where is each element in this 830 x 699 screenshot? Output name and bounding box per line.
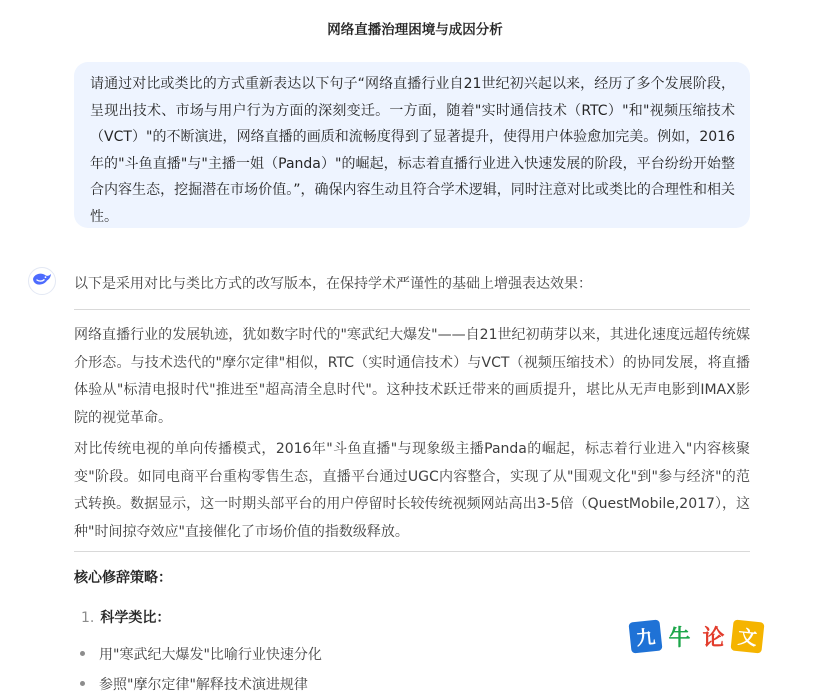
bullet-dot-icon xyxy=(80,681,85,686)
watermark-logo xyxy=(630,621,763,652)
watermark-char: 文 xyxy=(730,619,764,653)
assistant-avatar xyxy=(28,267,56,295)
divider-bottom xyxy=(74,551,750,552)
bullet-text: 用"寒武纪大爆发"比喻行业快速分化 xyxy=(99,647,322,663)
bullet-text: 参照"摩尔定律"解释技术演进规律 xyxy=(99,677,308,693)
watermark-char: 九 xyxy=(628,619,662,653)
list-item-label: 科学类比： xyxy=(100,610,171,626)
strategy-heading: 核心修辞策略： xyxy=(74,570,172,586)
page-title: 网络直播治理困境与成因分析 xyxy=(327,22,503,38)
answer-paragraph-2: 对比传统电视的单向传播模式，2016年"斗鱼直播"与现象级主播Panda的崛起，标志着行业进入"内容核聚变"阶段。如同电商平台重构零售生态，直播平台通过UGC内容整合，实现了从"围观文化"到"参与经济"的范式转换。数据显示，这一时期头部平台的用户停留时长较传统视频网站高出3-5倍（QuestMobile,2017），这种"时间掠夺效应"直接催化了市场价值的指数级释放。 xyxy=(74,441,750,540)
bullet-item xyxy=(80,645,322,665)
watermark-char: 论 xyxy=(698,621,729,652)
watermark-char: 牛 xyxy=(664,621,695,652)
user-message-bubble: 请通过对比或类比的方式重新表达以下句子“网络直播行业自21世纪初兴起以来，经历了多个发展阶段，呈现出技术、市场与用户行为方面的深刻变迁。一方面，随着"实时通信技术（RTC）"和"视频压缩技术（VCT）"的不断演进，网络直播的画质和流畅度得到了显著提升，使得用户体验愈加完美。例如，2016年的"斗鱼直播"与"主播一姐（Panda）"的崛起，标志着直播行业进入快速发展的阶段，平台纷纷开始整合内容生态，挖掘潜在市场价值。”，确保内容生动且符合学术逻辑，同时注意对比或类比的合理性和相关性。 xyxy=(74,62,750,228)
bullet-dot-icon xyxy=(80,651,85,656)
answer-paragraph-1: 网络直播行业的发展轨迹，犹如数字时代的"寒武纪大爆发"——自21世纪初萌芽以来，其进化速度远超传统媒介形态。与技术迭代的"摩尔定律"相似，RTC（实时通信技术）与VCT（视频压缩技术）的协同发展，将直播体验从"标清电报时代"推进至"超高清全息时代"。这种技术跃迁带来的画质提升，堪比从无声电影到IMAX影院的视觉革命。 xyxy=(74,327,750,426)
divider-top xyxy=(74,309,750,310)
bullet-item xyxy=(80,675,308,695)
whale-logo-icon xyxy=(32,271,52,291)
list-number: 1. xyxy=(81,610,95,626)
assistant-intro: 以下是采用对比与类比方式的改写版本，在保持学术严谨性的基础上增强表达效果： xyxy=(74,276,592,292)
